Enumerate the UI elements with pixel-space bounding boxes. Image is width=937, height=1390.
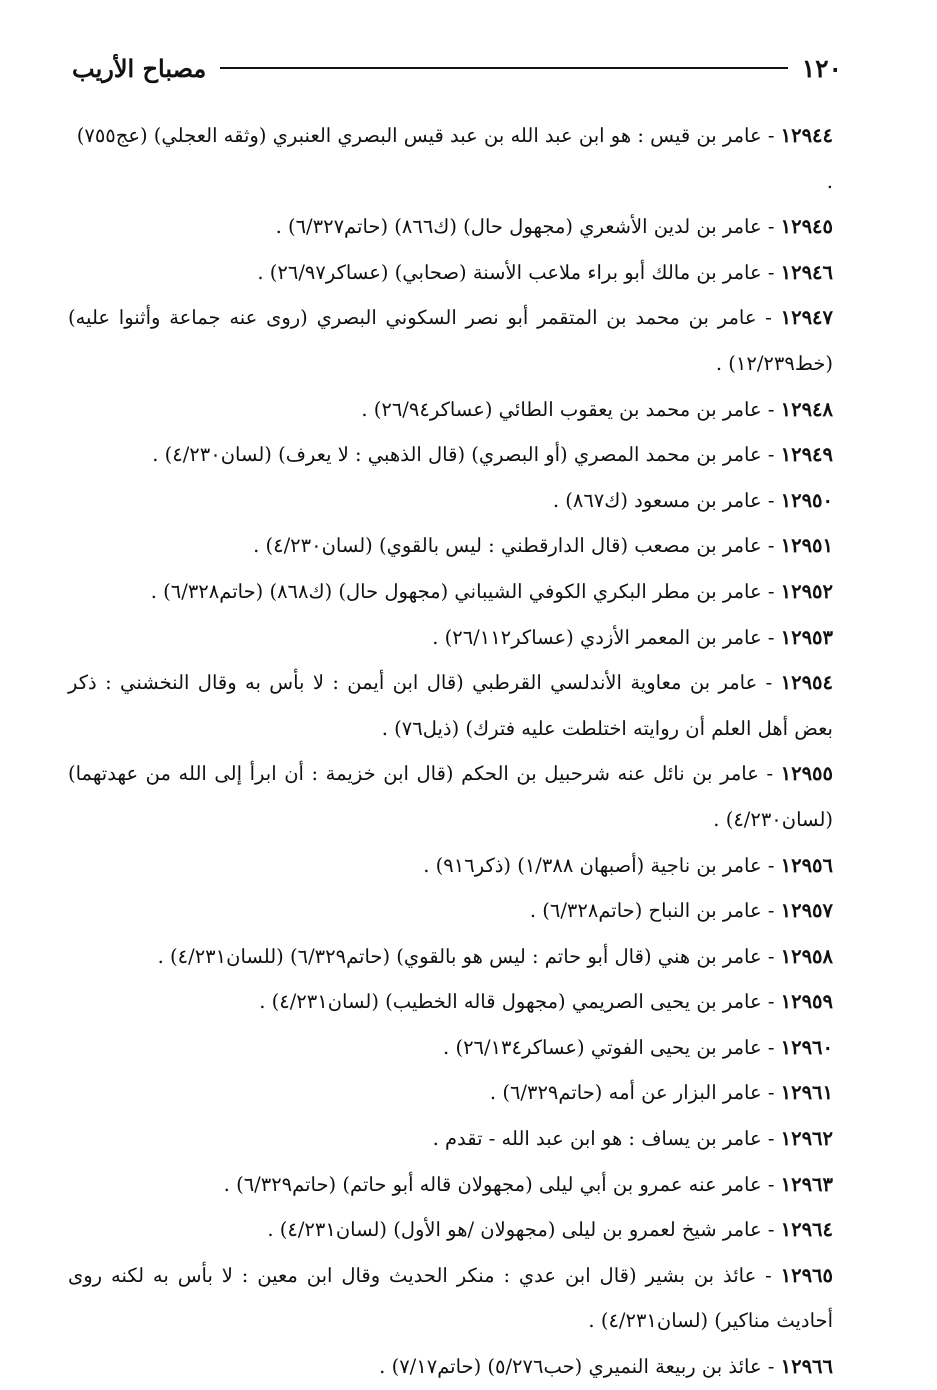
entry-text: عامر بن مصعب (قال الدارقطني : ليس بالقوي) (لسان٤/٢٣٠) . bbox=[253, 534, 762, 558]
entry-text: عامر بن محمد المصري (أو البصري) (قال الذهبي : لا يعرف) (لسان٤/٢٣٠) . bbox=[152, 443, 762, 467]
entry-number: ١٢٩٤٨ bbox=[780, 397, 833, 421]
entry-text: عامر بن مطر البكري الكوفي الشيباني (مجهول حال) (ك٨٦٨) (حاتم٦/٣٢٨) . bbox=[150, 579, 762, 603]
entry-text: عامر بن ناجية (أصبهان ١/٣٨٨) (ذكر٩١٦) . bbox=[423, 853, 762, 877]
entry: ١٢٩٦١ - عامر البزار عن أمه (حاتم٦/٣٢٩) . bbox=[489, 1081, 833, 1105]
entry: ١٢٩٤٤ - عامر بن قيس : هو ابن عبد الله بن عبد قيس البصري العنبري (وثقه العجلي) (عج٧٥٥) . bbox=[76, 124, 833, 193]
entry: ١٢٩٥٢ - عامر بن مطر البكري الكوفي الشيباني (مجهول حال) (ك٨٦٨) (حاتم٦/٣٢٨) . bbox=[150, 579, 833, 603]
entry-text: عامر بن قيس : هو ابن عبد الله بن عبد قيس البصري العنبري (وثقه العجلي) (عج٧٥٥) . bbox=[76, 124, 833, 193]
entry-text: عامر بن محمد بن المتقمر أبو نصر السكوني البصري (روى عنه جماعة وأثنوا عليه) (خط١٢/٢٣٩) . bbox=[68, 306, 833, 375]
entry: ١٢٩٥٥ - عامر بن نائل عنه شرحبيل بن الحكم (قال ابن خزيمة : أن ابرأ إلى الله من عهدتهما) (لسان٤/٢٣٠) . bbox=[68, 762, 833, 831]
entry: ١٢٩٦٢ - عامر بن يساف : هو ابن عبد الله - تقدم . bbox=[432, 1127, 833, 1151]
entry-number: ١٢٩٤٩ bbox=[780, 443, 833, 467]
entry: ١٢٩٤٨ - عامر بن محمد بن يعقوب الطائي (عساكر٢٦/٩٤) . bbox=[361, 397, 833, 421]
entry: ١٢٩٥٦ - عامر بن ناجية (أصبهان ١/٣٨٨) (ذكر٩١٦) . bbox=[423, 853, 833, 877]
entry-number: ١٢٩٤٤ bbox=[780, 124, 833, 147]
entry-text: عامر بن معاوية الأندلسي القرطبي (قال ابن أيمن : لا بأس به وقال النخشني : ذكر بعض أهل العلم أن روايته اختلطت عليه فترك) (ذيل٧٦) . bbox=[68, 671, 833, 740]
entry: ١٢٩٤٧ - عامر بن محمد بن المتقمر أبو نصر السكوني البصري (روى عنه جماعة وأثنوا عليه) (خط١٢/٢٣٩) . bbox=[68, 306, 833, 375]
entry-text: عامر بن لدين الأشعري (مجهول حال) (ك٨٦٦) (حاتم٦/٣٢٧) . bbox=[275, 215, 762, 239]
entry-number: ١٢٩٦٢ bbox=[780, 1127, 833, 1151]
entry-text: عائذ بن ربيعة النميري (حب٥/٢٧٦) (حاتم٧/١٧) . bbox=[379, 1355, 762, 1379]
entry: ١٢٩٦٦ - عائذ بن ربيعة النميري (حب٥/٢٧٦) (حاتم٧/١٧) . bbox=[379, 1355, 833, 1379]
entry-number: ١٢٩٥٧ bbox=[780, 899, 833, 923]
header-rule bbox=[220, 67, 787, 69]
entry-text: عامر بن يحيى الفوتي (عساكر٢٦/١٣٤) . bbox=[443, 1035, 762, 1059]
entry: ١٢٩٤٦ - عامر بن مالك أبو براء ملاعب الأسنة (صحابي) (عساكر٢٦/٩٧) . bbox=[257, 260, 833, 284]
entry-number: ١٢٩٦٣ bbox=[780, 1172, 833, 1196]
entry-number: ١٢٩٥٩ bbox=[780, 990, 833, 1014]
entry-text: عامر بن يحيى الصريمي (مجهول قاله الخطيب) (لسان٤/٢٣١) . bbox=[259, 990, 762, 1014]
entry: ١٢٩٦٠ - عامر بن يحيى الفوتي (عساكر٢٦/١٣٤) . bbox=[443, 1035, 833, 1059]
entry: ١٢٩٤٥ - عامر بن لدين الأشعري (مجهول حال) (ك٨٦٦) (حاتم٦/٣٢٧) . bbox=[275, 215, 833, 239]
entry-number: ١٢٩٦٦ bbox=[780, 1355, 833, 1379]
entry-number: ١٢٩٤٧ bbox=[780, 306, 833, 330]
entry: ١٢٩٥٨ - عامر بن هني (قال أبو حاتم : ليس هو بالقوي) (حاتم٦/٣٢٩) (للسان٤/٢٣١) . bbox=[157, 944, 833, 968]
entry-number: ١٢٩٦٥ bbox=[780, 1263, 833, 1287]
entry-text: عامر بن المعمر الأزدي (عساكر٢٦/١١٢) . bbox=[432, 625, 762, 649]
entry-number: ١٢٩٤٦ bbox=[780, 260, 833, 284]
entry-text: عامر شيخ لعمرو بن ليلى (مجهولان /هو الأول) (لسان٤/٢٣١) . bbox=[267, 1218, 762, 1242]
entry: ١٢٩٦٤ - عامر شيخ لعمرو بن ليلى (مجهولان /هو الأول) (لسان٤/٢٣١) . bbox=[267, 1218, 833, 1242]
entry-text: عامر بن محمد بن يعقوب الطائي (عساكر٢٦/٩٤) . bbox=[361, 397, 762, 421]
entry-number: ١٢٩٦٤ bbox=[780, 1218, 833, 1242]
entry-text: عامر بن هني (قال أبو حاتم : ليس هو بالقوي) (حاتم٦/٣٢٩) (للسان٤/٢٣١) . bbox=[157, 944, 762, 968]
entry-text: عائذ بن بشير (قال ابن عدي : منكر الحديث وقال ابن معين : لا بأس به لكنه روى أحاديث مناكير) (لسان٤/٢٣١) . bbox=[68, 1263, 833, 1333]
entry: ١٢٩٥٠ - عامر بن مسعود (ك٨٦٧) . bbox=[552, 488, 833, 512]
entry: ١٢٩٥٤ - عامر بن معاوية الأندلسي القرطبي (قال ابن أيمن : لا بأس به وقال النخشني : ذكر بعض أهل العلم أن روايته اختلطت عليه فترك) (ذيل٧٦) . bbox=[68, 671, 833, 740]
entry-number: ١٢٩٥٢ bbox=[780, 579, 833, 603]
entry-number: ١٢٩٥٨ bbox=[780, 944, 833, 968]
entry-number: ١٢٩٦٠ bbox=[780, 1035, 833, 1059]
entry-text: عامر بن النباح (حاتم٦/٣٢٨) . bbox=[529, 899, 762, 923]
entry-list bbox=[68, 113, 833, 1390]
entry: ١٢٩٥١ - عامر بن مصعب (قال الدارقطني : ليس بالقوي) (لسان٤/٢٣٠) . bbox=[253, 534, 833, 558]
entry-number: ١٢٩٥٥ bbox=[780, 762, 833, 786]
entry-text: عامر عنه عمرو بن أبي ليلى (مجهولان قاله أبو حاتم) (حاتم٦/٣٢٩) . bbox=[223, 1172, 762, 1196]
entry: ١٢٩٤٩ - عامر بن محمد المصري (أو البصري) (قال الذهبي : لا يعرف) (لسان٤/٢٣٠) . bbox=[152, 443, 833, 467]
entry: ١٢٩٥٧ - عامر بن النباح (حاتم٦/٣٢٨) . bbox=[529, 899, 833, 923]
entry: ١٢٩٥٣ - عامر بن المعمر الأزدي (عساكر٢٦/١١٢) . bbox=[432, 625, 833, 649]
entry-text: عامر بن يساف : هو ابن عبد الله - تقدم . bbox=[432, 1127, 762, 1151]
entry-number: ١٢٩٥٣ bbox=[780, 625, 833, 649]
entry-number: ١٢٩٥١ bbox=[780, 534, 833, 558]
entry-text: عامر بن نائل عنه شرحبيل بن الحكم (قال ابن خزيمة : أن ابرأ إلى الله من عهدتهما) (لسان٤/٢٣٠) . bbox=[68, 762, 833, 831]
entry-number: ١٢٩٤٥ bbox=[780, 215, 833, 239]
page-number: ١٢٠ bbox=[801, 53, 842, 83]
entry-text: عامر البزار عن أمه (حاتم٦/٣٢٩) . bbox=[489, 1081, 762, 1105]
entry-number: ١٢٩٥٤ bbox=[780, 671, 833, 695]
entry-text: عامر بن مالك أبو براء ملاعب الأسنة (صحابي) (عساكر٢٦/٩٧) . bbox=[257, 260, 762, 284]
entry: ١٢٩٥٩ - عامر بن يحيى الصريمي (مجهول قاله الخطيب) (لسان٤/٢٣١) . bbox=[259, 990, 833, 1014]
entry-number: ١٢٩٦١ bbox=[780, 1081, 833, 1105]
entry: ١٢٩٦٥ - عائذ بن بشير (قال ابن عدي : منكر الحديث وقال ابن معين : لا بأس به لكنه روى أحاديث مناكير) (لسان٤/٢٣١) . bbox=[68, 1263, 833, 1333]
entry-number: ١٢٩٥٠ bbox=[780, 488, 833, 512]
book-title: مصباح الأريب bbox=[72, 53, 207, 83]
page-header bbox=[72, 48, 842, 88]
entry-text: عامر بن مسعود (ك٨٦٧) . bbox=[552, 488, 762, 512]
entry: ١٢٩٦٣ - عامر عنه عمرو بن أبي ليلى (مجهولان قاله أبو حاتم) (حاتم٦/٣٢٩) . bbox=[223, 1172, 833, 1196]
entry-number: ١٢٩٥٦ bbox=[780, 853, 833, 877]
